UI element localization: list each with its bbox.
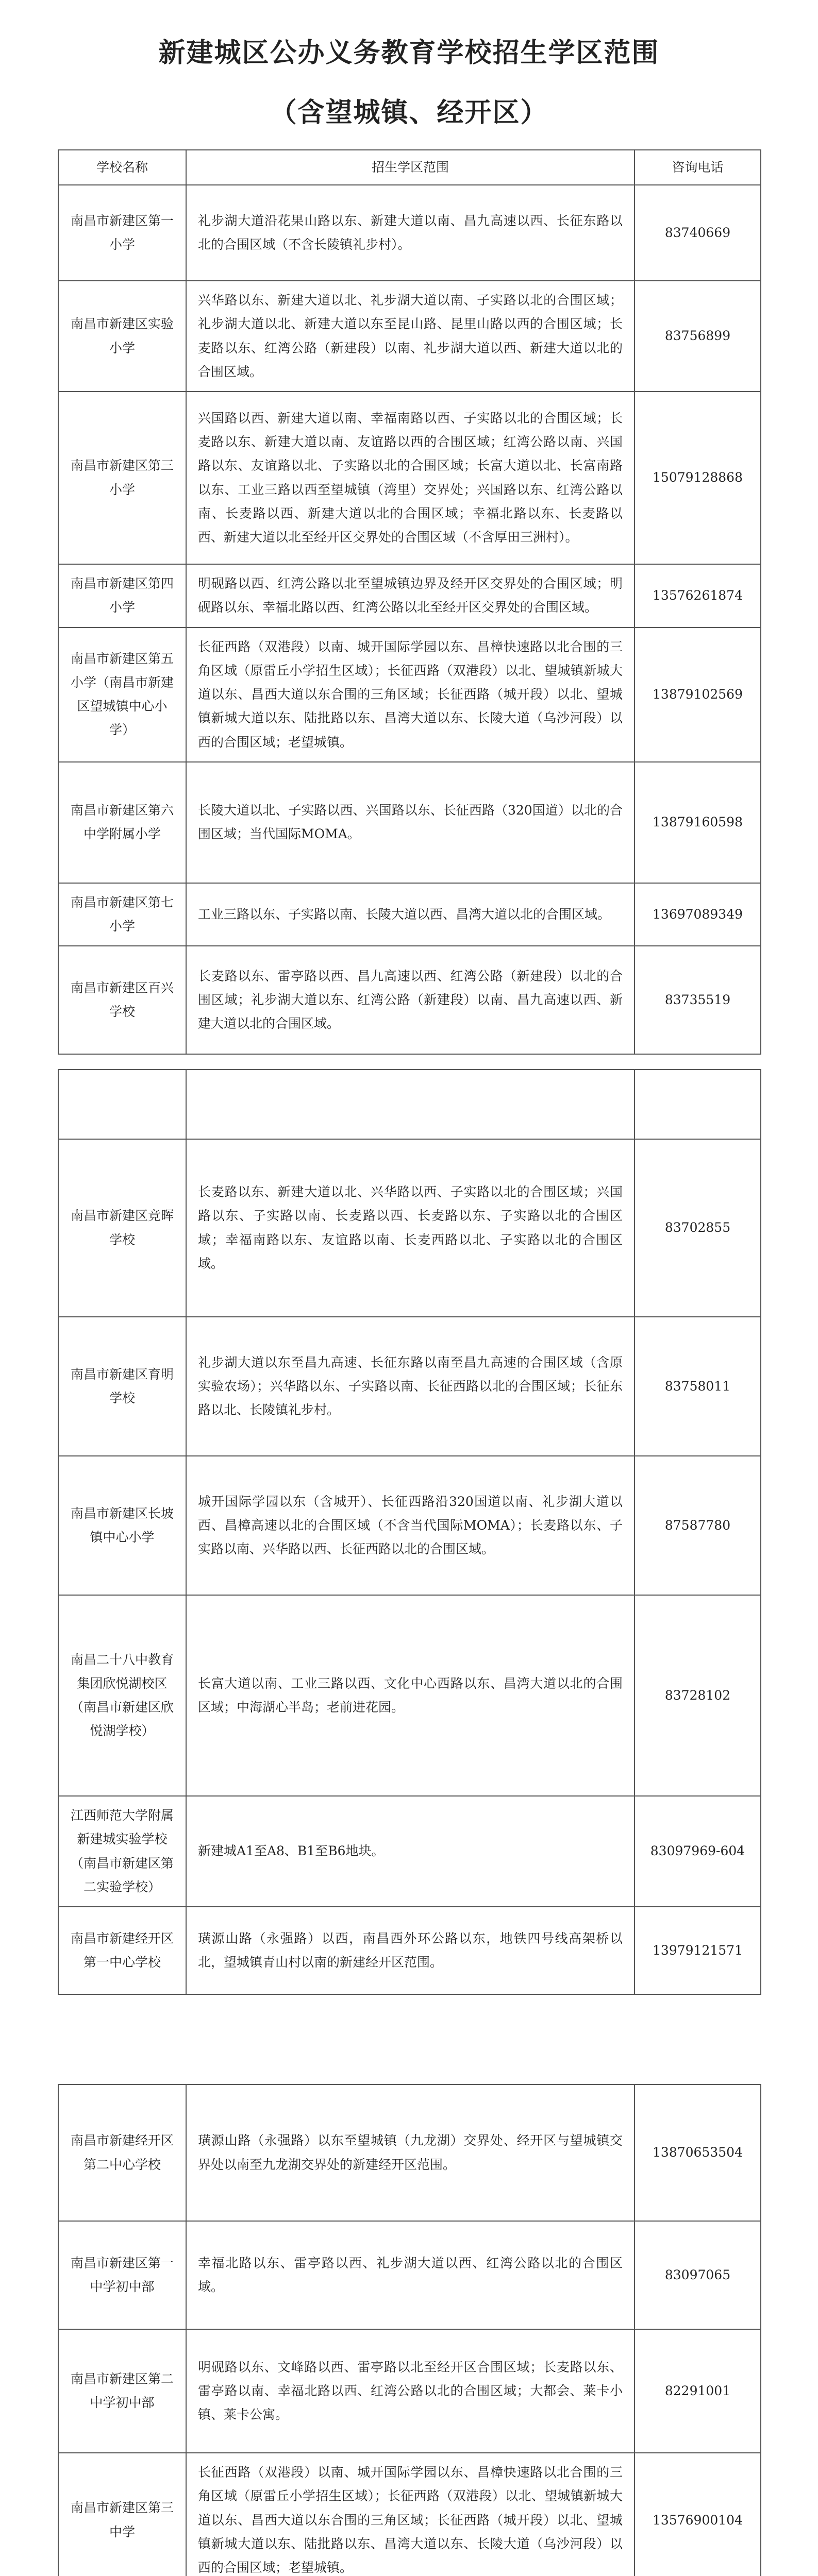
school-name: 南昌市新建经开区第一中心学校 (58, 1907, 186, 1994)
school-name: 南昌市新建区第四小学 (58, 564, 186, 628)
district-range: 工业三路以东、子实路以南、长陵大道以西、昌湾大道以北的合围区域。 (186, 883, 635, 946)
school-name: 南昌市新建区第二中学初中部 (58, 2329, 186, 2453)
table-row (58, 2221, 761, 2329)
phone-number: 83740669 (635, 185, 761, 281)
school-name: 南昌市新建区长坡镇中心小学 (58, 1456, 186, 1595)
school-name: 南昌市新建区第五小学（南昌市新建区望城镇中心小学） (58, 628, 186, 762)
table-row (58, 1317, 761, 1456)
phone-number (635, 1070, 761, 1139)
table-row (58, 1139, 761, 1317)
page-subtitle: （含望城镇、经开区） (270, 97, 548, 128)
district-range: 长麦路以东、雷亭路以西、昌九高速以西、红湾公路（新建段）以北的合围区域；礼步湖大道以东、红湾公路（新建段）以南、昌九高速以西、新建大道以北的合围区域。 (186, 946, 635, 1054)
phone-number: 82291001 (635, 2329, 761, 2453)
table-row (58, 2453, 761, 2576)
district-range: 璜源山路（永强路）以西，南昌西外环公路以东，地铁四号线高架桥以北，望城镇青山村以南的新建经开区范围。 (186, 1907, 635, 1994)
school-name: 南昌市新建经开区第二中心学校 (58, 2084, 186, 2221)
district-range: 长征西路（双港段）以南、城开国际学园以东、昌樟快速路以北合围的三角区域（原雷丘小学招生区域）；长征西路（双港段）以北、望城镇新城大道以东、昌西大道以东合围的三角区域；长征西路（城开段）以北、望城镇新城大道以东、陆批路以东、昌湾大道以东、长陵大道（乌沙河段）以西的合围区域；老望城镇。 (186, 628, 635, 762)
table-row (58, 1595, 761, 1796)
district-range: 长富大道以南、工业三路以西、文化中心西路以东、昌湾大道以北的合围区域；中海湖心半岛；老前进花园。 (186, 1595, 635, 1796)
school-name: 南昌市新建区第七小学 (58, 883, 186, 946)
table-row (58, 1070, 761, 1139)
school-district-table-continued (58, 1069, 761, 1995)
header-phone: 咨询电话 (635, 150, 761, 185)
table-row (58, 1796, 761, 1907)
district-range: 兴国路以西、新建大道以南、幸福南路以西、子实路以北的合围区域；长麦路以东、新建大道以南、友谊路以西的合围区域；红湾公路以南、兴国路以东、友谊路以北、子实路以北的合围区域；长富大道以北、长富南路以东、工业三路以西至望城镇（湾里）交界处；兴国路以东、红湾公路以南、长麦路以西、新建大道以北的合围区域；幸福北路以东、长麦路以西、新建大道以北至经开区交界处的合围区域（不含厚田三洲村）。 (186, 392, 635, 564)
table-row (58, 946, 761, 1054)
table-row (58, 1907, 761, 1994)
phone-number: 13576261874 (635, 564, 761, 628)
district-range: 明砚路以东、文峰路以西、雷亭路以北至经开区合围区域；长麦路以东、雷亭路以南、幸福北路以西、红湾公路以北的合围区域；大都会、莱卡小镇、莱卡公寓。 (186, 2329, 635, 2453)
district-range: 明砚路以西、红湾公路以北至望城镇边界及经开区交界处的合围区域；明砚路以东、幸福北路以西、红湾公路以北至经开区交界处的合围区域。 (186, 564, 635, 628)
table-row (58, 2084, 761, 2221)
table-row (58, 392, 761, 564)
district-range: 长麦路以东、新建大道以北、兴华路以西、子实路以北的合围区域；兴国路以东、子实路以南、长麦路以西、长麦路以东、子实路以北的合围区域；幸福南路以东、友谊路以南、长麦西路以北、子实路以北的合围区域。 (186, 1139, 635, 1317)
district-range: 城开国际学园以东（含城开）、长征西路沿320国道以南、礼步湖大道以西、昌樟高速以北的合围区域（不含当代国际MOMA）；长麦路以东、子实路以南、兴华路以西、长征西路以北的合围区域。 (186, 1456, 635, 1595)
district-range: 礼步湖大道沿花果山路以东、新建大道以南、昌九高速以西、长征东路以北的合围区域（不含长陵镇礼步村）。 (186, 185, 635, 281)
district-range: 兴华路以东、新建大道以北、礼步湖大道以南、子实路以北的合围区域；礼步湖大道以北、新建大道以东至昆山路、昆里山路以西的合围区域；长麦路以东、红湾公路（新建段）以南、礼步湖大道以西、新建大道以北的合围区域。 (186, 281, 635, 392)
phone-number: 83702855 (635, 1139, 761, 1317)
school-name: 南昌市新建区第六中学附属小学 (58, 762, 186, 883)
district-range (186, 1070, 635, 1139)
school-district-table-continued (58, 2084, 761, 2576)
table-row (58, 883, 761, 946)
phone-number: 13697089349 (635, 883, 761, 946)
school-name: 南昌市新建区竞晖学校 (58, 1139, 186, 1317)
table-row (58, 564, 761, 628)
phone-number: 13979121571 (635, 1907, 761, 1994)
district-range: 长陵大道以北、子实路以西、兴国路以东、长征西路（320国道）以北的合围区域；当代国际MOMA。 (186, 762, 635, 883)
header-school-name: 学校名称 (58, 150, 186, 185)
phone-number: 83728102 (635, 1595, 761, 1796)
school-name: 南昌市新建区第三中学 (58, 2453, 186, 2576)
phone-number: 87587780 (635, 1456, 761, 1595)
phone-number: 83735519 (635, 946, 761, 1054)
phone-number: 13576900104 (635, 2453, 761, 2576)
table-row (58, 1456, 761, 1595)
school-name: 南昌市新建区第一小学 (58, 185, 186, 281)
phone-number: 83758011 (635, 1317, 761, 1456)
phone-number: 13879160598 (635, 762, 761, 883)
phone-number: 83097969-604 (635, 1796, 761, 1907)
table-row (58, 185, 761, 281)
phone-number: 15079128868 (635, 392, 761, 564)
school-name: 南昌市新建区第三小学 (58, 392, 186, 564)
school-name: 南昌市新建区第一中学初中部 (58, 2221, 186, 2329)
table-row (58, 762, 761, 883)
phone-number: 13879102569 (635, 628, 761, 762)
phone-number: 83097065 (635, 2221, 761, 2329)
table-header-row (58, 150, 761, 185)
district-range: 新建城A1至A8、B1至B6地块。 (186, 1796, 635, 1907)
phone-number: 83756899 (635, 281, 761, 392)
school-name: 南昌市新建区育明学校 (58, 1317, 186, 1456)
table-row (58, 628, 761, 762)
table-row (58, 281, 761, 392)
school-name: 江西师范大学附属新建城实验学校（南昌市新建区第二实验学校） (58, 1796, 186, 1907)
district-range: 礼步湖大道以东至昌九高速、长征东路以南至昌九高速的合围区域（含原实验农场）；兴华路以东、子实路以南、长征西路以北的合围区域；长征东路以北、长陵镇礼步村。 (186, 1317, 635, 1456)
district-range: 璜源山路（永强路）以东至望城镇（九龙湖）交界处、经开区与望城镇交界处以南至九龙湖交界处的新建经开区范围。 (186, 2084, 635, 2221)
school-name: 南昌市新建区百兴学校 (58, 946, 186, 1054)
phone-number: 13870653504 (635, 2084, 761, 2221)
header-range: 招生学区范围 (186, 150, 635, 185)
district-range: 幸福北路以东、雷亭路以西、礼步湖大道以西、红湾公路以北的合围区域。 (186, 2221, 635, 2329)
district-range: 长征西路（双港段）以南、城开国际学园以东、昌樟快速路以北合围的三角区域（原雷丘小学招生区域）；长征西路（双港段）以北、望城镇新城大道以东、昌西大道以东合围的三角区域；长征西路（城开段）以北、望城镇新城大道以东、陆批路以东、昌湾大道以东、长陵大道（乌沙河段）以西的合围区域；老望城镇。 (186, 2453, 635, 2576)
school-name: 南昌市新建区实验小学 (58, 281, 186, 392)
page-title: 新建城区公办义务教育学校招生学区范围 (158, 37, 660, 69)
school-name: 南昌二十八中教育集团欣悦湖校区（南昌市新建区欣悦湖学校） (58, 1595, 186, 1796)
table-row (58, 2329, 761, 2453)
school-district-table (58, 149, 761, 1055)
school-name (58, 1070, 186, 1139)
